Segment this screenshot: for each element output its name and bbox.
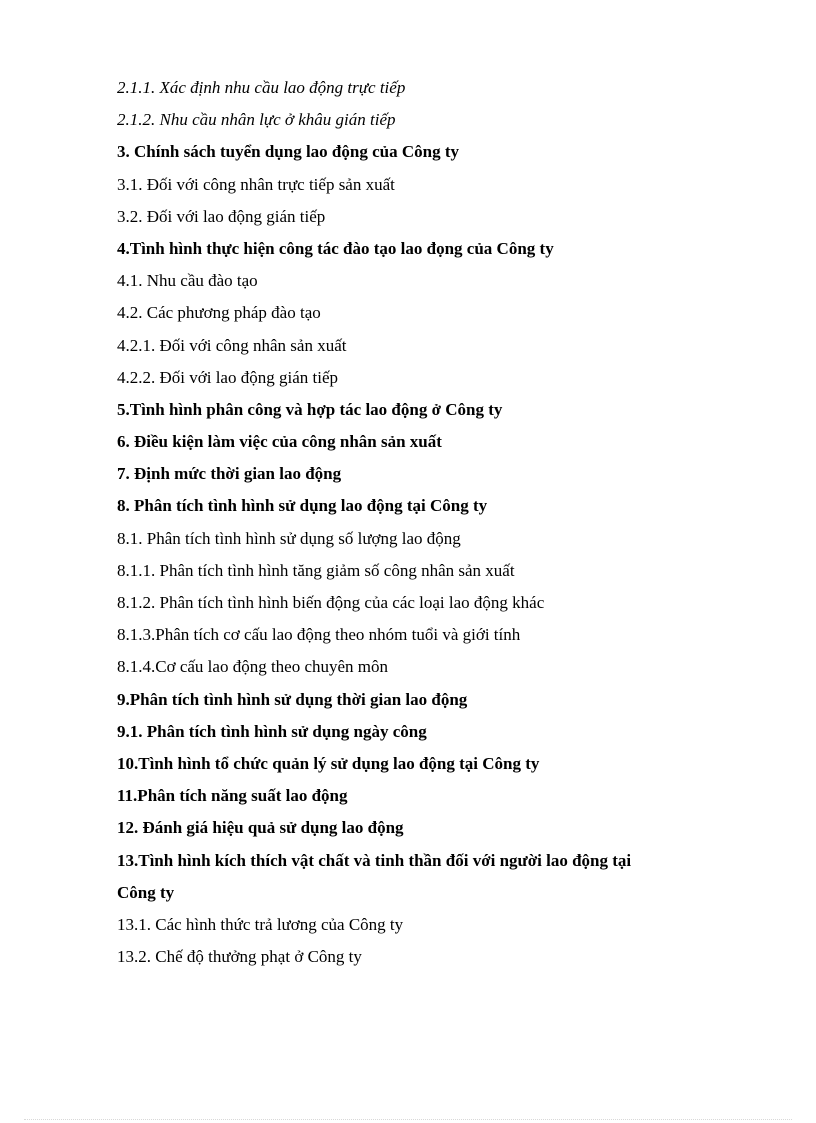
toc-line: 9.1. Phân tích tình hình sử dụng ngày công	[117, 721, 427, 741]
toc-line: 9.Phân tích tình hình sử dụng thời gian lao động	[117, 689, 468, 709]
toc-line: 4.1. Nhu cầu đào tạo	[117, 271, 258, 291]
toc-line: 4.2. Các phương pháp đào tạo	[117, 303, 321, 323]
page-bottom-border	[24, 1119, 792, 1120]
toc-line: 11.Phân tích năng suất lao động	[117, 786, 348, 806]
toc-line: 8.1. Phân tích tình hình sử dụng số lượng lao động	[117, 528, 461, 548]
toc-line: 6. Điều kiện làm việc của công nhân sản xuất	[117, 432, 442, 452]
toc-line: 2.1.2. Nhu cầu nhân lực ở khâu gián tiếp	[117, 110, 396, 130]
toc-line: 10.Tình hình tổ chức quản lý sử dụng lao động tại Công ty	[117, 753, 540, 773]
toc-line: 3.1. Đối với công nhân trực tiếp sản xuất	[117, 174, 395, 194]
toc-line: 2.1.1. Xác định nhu cầu lao động trực tiếp	[117, 78, 406, 97]
toc-line: Công ty	[117, 882, 175, 902]
toc-line: 7. Định mức thời gian lao động	[117, 464, 342, 484]
toc-line: 8.1.3.Phân tích cơ cấu lao động theo nhóm tuổi và giới tính	[117, 625, 521, 645]
toc-line: 3.2. Đối với lao động gián tiếp	[117, 206, 326, 226]
toc-line: 8.1.1. Phân tích tình hình tăng giảm số công nhân sản xuất	[117, 560, 515, 580]
toc-line: 5.Tình hình phân công và hợp tác lao động ở Công ty	[117, 399, 503, 419]
toc-line: 4.Tình hình thực hiện công tác đào tạo lao đọng của Công ty	[117, 238, 554, 258]
toc-line: 4.2.1. Đối với công nhân sản xuất	[117, 335, 347, 355]
table-of-contents	[117, 72, 757, 973]
toc-line: 8.1.4.Cơ cấu lao động theo chuyên môn	[117, 657, 389, 677]
toc-line: 13.Tình hình kích thích vật chất và tinh thần đối với người lao động tại	[117, 850, 632, 870]
toc-line: 13.1. Các hình thức trả lương của Công ty	[117, 914, 404, 934]
toc-line: 12. Đánh giá hiệu quả sử dụng lao động	[117, 818, 404, 838]
toc-line: 4.2.2. Đối với lao động gián tiếp	[117, 367, 338, 387]
toc-line: 8. Phân tích tình hình sử dụng lao động tại Công ty	[117, 496, 488, 516]
toc-line: 13.2. Chế độ thưởng phạt ở Công ty	[117, 947, 362, 967]
toc-line: 3. Chính sách tuyển dụng lao động của Công ty	[117, 142, 459, 162]
toc-line: 8.1.2. Phân tích tình hình biến động của các loại lao động khác	[117, 593, 545, 612]
